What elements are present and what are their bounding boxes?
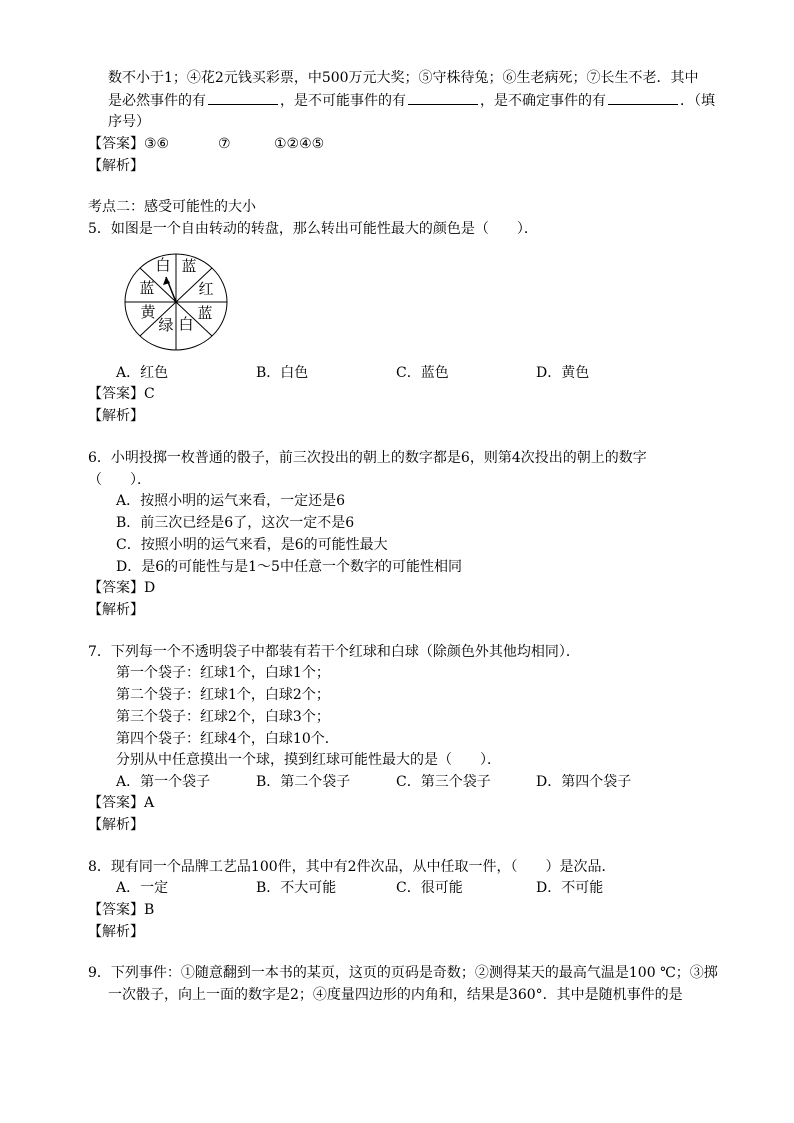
q7-options [116,772,631,793]
answer-label: 【答案】 [88,136,144,152]
spinner-figure [122,252,230,352]
q7-bag: 第二个袋子：红球1个，白球2个； [116,687,330,703]
sector-label: 白 [155,256,171,274]
q7-answer: 【答案】A [88,795,155,811]
sector-label: 蓝 [139,279,155,297]
section-title: 考点二：感受可能性的大小 [88,199,256,215]
q6-analysis: 【解析】 [88,602,144,618]
answer-2: ⑦ [218,136,231,152]
q5-analysis: 【解析】 [88,408,144,424]
sector-label: 蓝 [197,304,213,322]
q8-analysis: 【解析】 [88,924,144,940]
option-a: A．第一个袋子 [116,774,211,790]
option-d: D．第四个袋子 [536,774,632,790]
option-c: C．很可能 [396,880,463,896]
q6-stem: 6．小明投掷一枚普通的骰子，前三次投出的朝上的数字都是6，则第4次投出的朝上的数字 [88,450,647,466]
q5-options [116,363,589,384]
q5-answer: 【答案】C [88,386,155,402]
sector-label: 绿 [158,316,174,334]
q6-answer: 【答案】D [88,580,156,596]
q8-options [116,878,603,899]
q8-answer: 【答案】B [88,902,155,918]
q4-line2-a: 是必然事件的有 [108,93,206,109]
option-d: D．不可能 [536,880,604,896]
q4-line2-b: ，是不可能事件的有 [280,93,406,109]
q4-line2-d: ．（填 [680,93,715,109]
option-a: A．一定 [116,880,169,896]
blank-1 [208,90,278,105]
sector-label: 白 [178,315,194,333]
q6-option-a: A．按照小明的运气来看，一定还是6 [116,493,346,509]
answer-3: ①②④⑤ [274,136,325,152]
option-c: C．蓝色 [396,365,449,381]
q6-stem-cont: （ ）． [88,472,151,488]
option-d: D．黄色 [536,365,590,381]
q9-line1: 9．下列事件：①随意翻到一本书的某页，这页的页码是奇数；②测得某天的最高气温是100 ℃；③掷 [88,965,718,981]
blank-2 [408,90,478,105]
q4-line3: 序号） [108,114,150,130]
q4-analysis: 【解析】 [88,158,144,174]
q5-stem: 5．如图是一个自由转动的转盘，那么转出可能性最大的颜色是（ ）． [88,221,538,237]
q9-line2: 一次骰子，向上一面的数字是2；④度量四边形的内角和，结果是360°．其中是随机事件的是 [108,987,683,1003]
q7-stem: 7．下列每一个不透明袋子中都装有若干个红球和白球（除颜色外其他均相同）． [88,644,580,660]
q7-bag: 第三个袋子：红球2个，白球3个； [116,709,330,725]
sector-label: 红 [198,280,214,298]
q7-question: 分别从中任意摸出一个球，摸到红球可能性最大的是（ ）． [116,752,501,768]
option-c: C．第三个袋子 [396,774,491,790]
option-b: B．白色 [256,365,309,381]
q7-analysis: 【解析】 [88,817,144,833]
q4-line2-c: ，是不确定事件的有 [480,93,606,109]
q6-option-c: C．按照小明的运气来看，是6的可能性最大 [116,537,388,553]
blank-3 [608,90,678,105]
q6-option-d: D．是6的可能性与是1～5中任意一个数字的可能性相同 [116,559,462,575]
q4-line2 [108,90,715,111]
q4-answer [88,134,324,155]
answer-1: ③⑥ [144,136,170,152]
q6-option-b: B．前三次已经是6了，这次一定不是6 [116,515,355,531]
option-a: A．红色 [116,365,169,381]
option-b: B．不大可能 [256,880,337,896]
option-b: B．第二个袋子 [256,774,351,790]
q8-stem: 8．现有同一个品牌工艺品100件，其中有2件次品，从中任取一件，（ ）是次品． [88,859,616,875]
q7-bag: 第四个袋子：红球4个，白球10个． [116,731,339,747]
q7-bag: 第一个袋子：红球1个，白球1个； [116,665,330,681]
sector-label: 黄 [140,303,156,321]
sector-label: 蓝 [181,257,197,275]
q4-line1: 数不小于1；④花2元钱买彩票，中500万元大奖；⑤守株待兔；⑥生老病死；⑦长生不老．其中 [108,70,699,86]
